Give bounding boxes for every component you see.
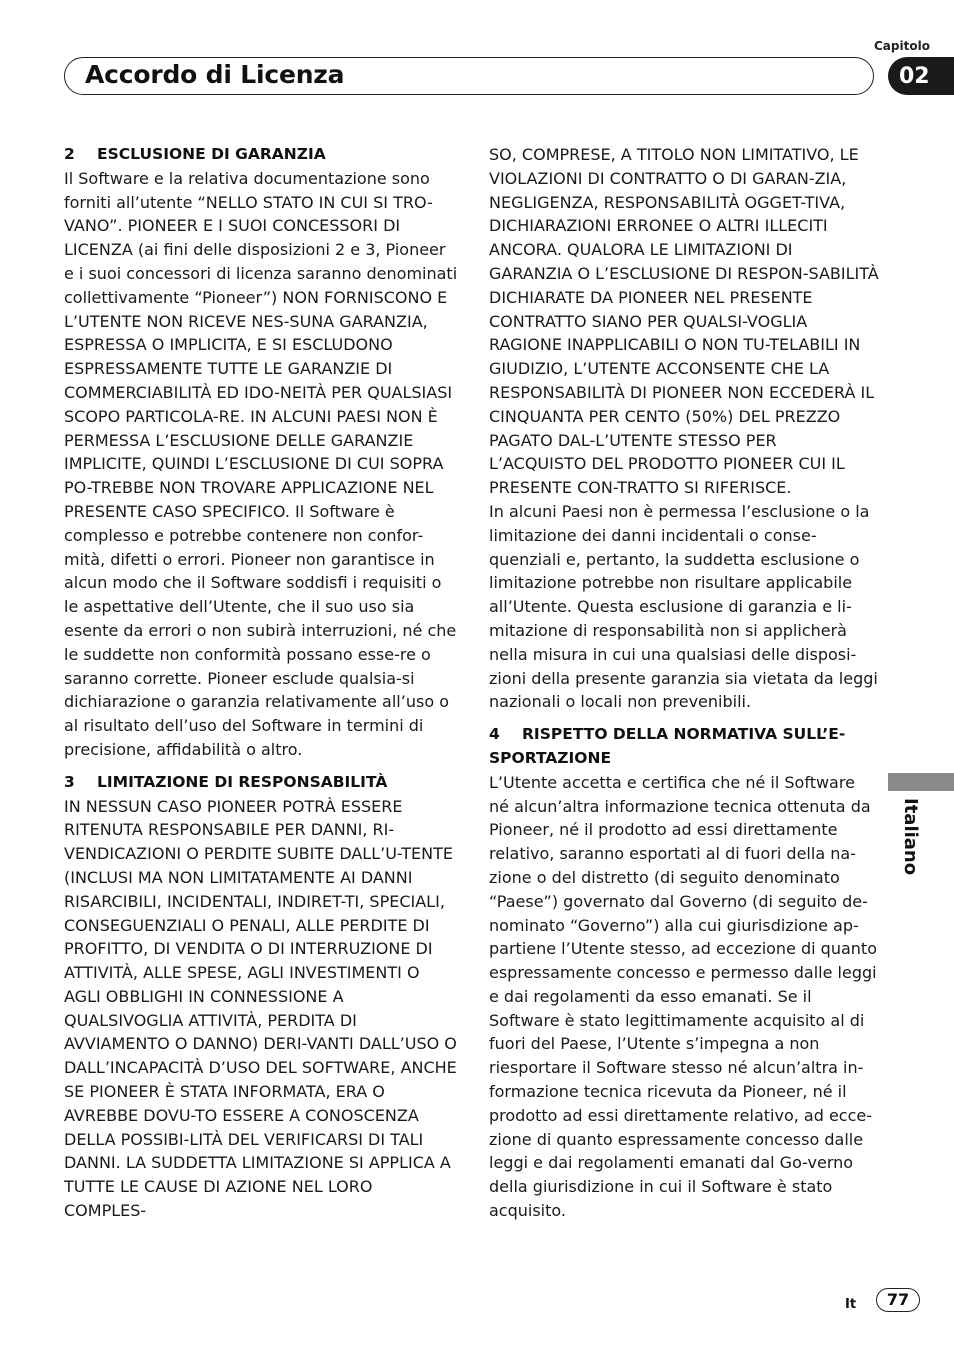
section-heading-2 (64, 143, 459, 167)
page-title: Accordo di Licenza (85, 60, 345, 89)
language-label-text: Italiano (900, 798, 921, 876)
section-3-body-continued: SO, COMPRESE, A TITOLO NON LIMITATIVO, LE VIOLAZIONI DI CONTRATTO O DI GARAN-ZIA, NEGLIGENZA, RESPONSABILITÀ OGGET-TIVA, DICHIARAZIONI ERRONEE O ALTRI ILLECITI ANCORA. QUALORA LE LIMITAZIONI DI GARANZIA O L’ESCLUSIONE DI RESPON-SABILITÀ DICHIARATE DA PIONEER NEL PRESENTE CONTRATTO SIANO PER QUALSI-VOGLIA RAGIONE INAPPLICABILI O NON TU-TELABILI IN GIUDIZIO, L’UTENTE ACCONSENTE CHE LA RESPONSABILITÀ DI PIONEER NON ECCEDERÀ IL CINQUANTA PER CENTO (50%) DEL PREZZO PAGATO DAL-L’UTENTE STESSO PER L’ACQUISTO DEL PRODOTTO PIONEER CUI IL PRESENTE CON-TRATTO SI RIFERISCE. (489, 145, 879, 498)
section-3-body: IN NESSUN CASO PIONEER POTRÀ ESSERE RITENUTA RESPONSABILE PER DANNI, RI-VENDICAZIONI O PERDITE SUBITE DALL’U-TENTE (INCLUSI MA NON LIMITATAMENTE AI DANNI RISARCIBILI, INCIDENTALI, INDIRET-TI, SPECIALI, CONSEGUENZIALI O PENALI, ALLE PERDITE DI PROFITTO, DI VENDITA O DI INTERRUZIONE DI ATTIVITÀ, ALLE SPESE, AGLI INVESTIMENTI O AGLI OBBLIGHI IN CONNESSIONE A QUALSIVOGLIA ATTIVITÀ, PERDITA DI AVVIAMENTO O DANNO) DERI-VANTI DALL’USO O DALL’INCAPACITÀ D’USO DEL SOFTWARE, ANCHE SE PIONEER È STATA INFORMATA, ERA O AVREBBE DOVU-TO ESSERE A CONOSCENZA DELLA POSSIBI-LITÀ DEL VERIFICARSI DI TALI DANNI. LA SUDDETTA LIMITAZIONE SI APPLICA A TUTTE LE CAUSE DI AZIONE NEL LORO COMPLES- (64, 796, 457, 1221)
section-number: 3 (64, 772, 75, 791)
section-heading-3 (64, 771, 459, 795)
right-column (489, 143, 879, 1223)
section-4-body: L’Utente accetta e certifica che né il Software né alcun’altra informazione tecnica ottenuta da Pioneer, né il prodotto ad essi direttamente relativo, saranno esportati al di fuori della na-zione o del distretto (di seguito denominato “Paese”) governato dal Governo (di seguito de-nominato “Governo”) alla cui giurisdizione ap-partiene l’Utente stesso, ad eccezione di quanto espressamente concesso e permesso dalle leggi e dai regolamenti da esso emanati. Se il Software è stato legittimamente acquisito al di fuori del Paese, l’Utente s’impegna a non riesportare il Software stesso né alcun’altra in-formazione tecnica ricevuta da Pioneer, né il prodotto ad essi direttamente relativo, ad ecce-zione di quanto espressamente concesso dalle leggi e dai regolamenti emanati dal Go-verno della giurisdizione in cui il Software è stato acquisito. (489, 772, 877, 1221)
footer-language-code: It (845, 1297, 857, 1312)
section-3-paragraph-2: In alcuni Paesi non è permessa l’esclusione o la limitazione dei danni incidentali o conse-quenziali e, pertanto, la suddetta esclusione o limitazione potrebbe non risultare applicabile all’Utente. Questa esclusione di garanzia e li-mitazione di responsabilità non si applicherà nella misura in cui una qualsiasi delle disposi-zioni della presente garanzia sia vietata da leggi nazionali o locali non prevenibili. (489, 501, 878, 712)
section-number: 2 (64, 145, 75, 163)
section-number: 4 (489, 725, 500, 744)
page-number: 77 (876, 1288, 920, 1312)
section-heading-4 (489, 723, 879, 747)
chapter-number-badge: 02 (888, 57, 954, 95)
left-column (64, 143, 459, 1223)
section-title: LIMITAZIONE DI RESPONSABILITÀ (97, 772, 388, 791)
language-side-label (897, 798, 925, 878)
page-title-bar (64, 57, 874, 95)
section-title: RISPETTO DELLA NORMATIVA SULL’E- (522, 725, 846, 744)
section-2-body: Il Software e la relativa documentazione sono forniti all’utente “NELLO STATO IN CUI SI TRO-VANO”. PIONEER E I SUOI CONCESSORI DI LICENZA (ai fini delle disposizioni 2 e 3, Pioneer e i suoi concessori di licenza saranno denominati collettivamente “Pioneer”) NON FORNISCONO E L’UTENTE NON RICEVE NES-SUNA GARANZIA, ESPRESSA O IMPLICITA, E SI ESCLUDONO ESPRESSAMENTE TUTTE LE GARANZIE DI COMMERCIABILITÀ ED IDO-NEITÀ PER QUALSIASI SCOPO PARTICOLA-RE. IN ALCUNI PAESI NON È PERMESSA L’ESCLUSIONE DELLE GARANZIE IMPLICITE, QUINDI L’ESCLUSIONE DI CUI SOPRA PO-TREBBE NON TROVARE APPLICAZIONE NEL PRESENTE CASO SPECIFICO. Il Software è complesso e potrebbe contenere non confor-mità, difetti o errori. Pioneer non garantisce in alcun modo che il Software soddisfi i requisiti o le aspettative dell’Utente, che il suo uso sia esente da errori o non subirà interruzioni, né che le suddette non conformità possano esse-re o saranno corrette. Pioneer esclude qualsia-si dichiarazione o garanzia relativamente all’uso o al risultato dell’uso del Software in termini di precisione, affidabilità o altro. (64, 168, 458, 759)
chapter-label: Capitolo (874, 39, 930, 53)
section-title: ESCLUSIONE DI GARANZIA (97, 145, 326, 163)
section-heading-4-line-2 (489, 747, 879, 771)
section-title-continued: SPORTAZIONE (489, 748, 612, 767)
language-tab (888, 773, 954, 791)
